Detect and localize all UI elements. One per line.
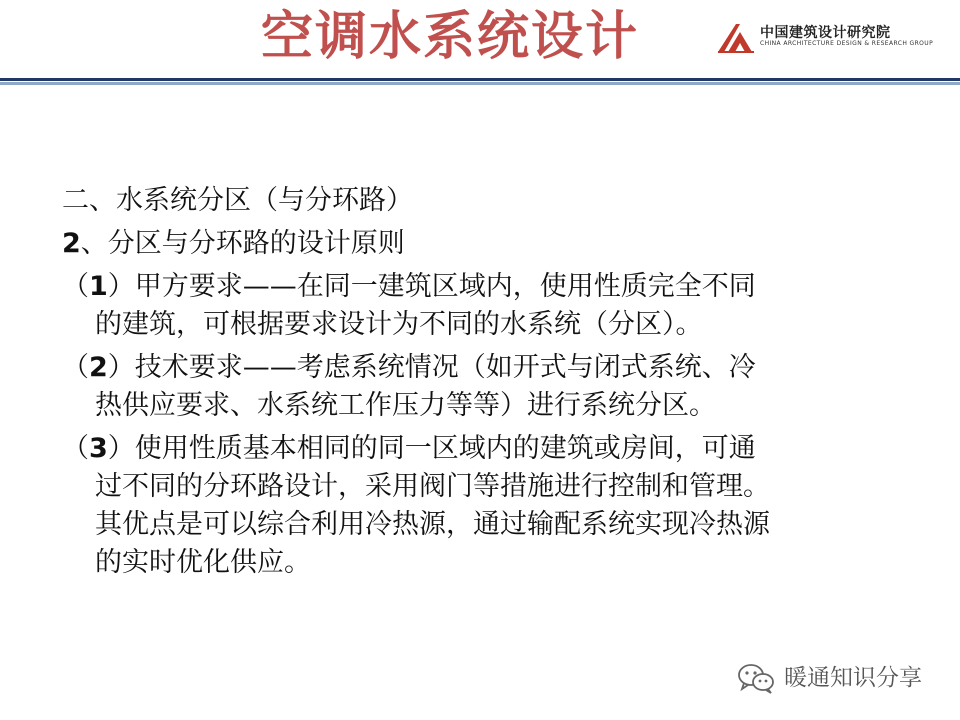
header-rule-dark	[0, 78, 960, 81]
header-rule-light	[0, 82, 960, 85]
item-number: 1	[89, 271, 108, 302]
wechat-watermark	[736, 658, 946, 698]
list-item-line: 的实时优化供应。	[95, 547, 311, 578]
slide-content	[62, 182, 922, 582]
watermark-text: 暖通知识分享	[784, 665, 922, 691]
item-number: 3	[89, 433, 108, 464]
slide-header	[0, 0, 960, 82]
cadg-logo-icon	[716, 22, 756, 54]
list-item-line: 其优点是可以综合利用冷热源，通过输配系统实现冷热源	[95, 509, 770, 540]
subheading-text: 、分区与分环路的设计原则	[80, 228, 405, 259]
list-item	[62, 430, 922, 582]
cadg-logo	[716, 22, 956, 54]
item-text: ）使用性质基本相同的同一区域内的建筑或房间，可通	[107, 433, 756, 464]
item-text: ）技术要求——考虑系统情况（如开式与闭式系统、冷	[107, 352, 756, 383]
logo-name: 中国建筑设计研究院	[760, 25, 891, 41]
list-item-line: 热供应要求、水系统工作压力等等）进行系统分区。	[95, 390, 716, 421]
list-item-line: 的建筑，可根据要求设计为不同的水系统（分区）。	[95, 309, 703, 340]
list-item	[62, 268, 922, 344]
list-item-line	[62, 268, 922, 306]
section-heading: 二、水系统分区（与分环路）	[62, 185, 413, 216]
item-text: ）甲方要求——在同一建筑区域内，使用性质完全不同	[107, 271, 756, 302]
paren-open: （	[62, 352, 89, 383]
list-item-line	[62, 430, 922, 468]
logo-subtitle: CHINA ARCHITECTURE DESIGN & RESEARCH GROUP	[760, 40, 934, 47]
paren-open: （	[62, 433, 89, 464]
paren-open: （	[62, 271, 89, 302]
list-item-line: 过不同的分环路设计，采用阀门等措施进行控制和管理。	[95, 471, 770, 502]
item-number: 2	[89, 352, 108, 383]
list-item	[62, 349, 922, 425]
list-item-line	[62, 349, 922, 387]
section-subheading	[62, 225, 922, 263]
wechat-icon	[736, 662, 776, 694]
slide-title: 空调水系统设计	[260, 7, 639, 67]
subheading-number: 2	[62, 228, 81, 259]
